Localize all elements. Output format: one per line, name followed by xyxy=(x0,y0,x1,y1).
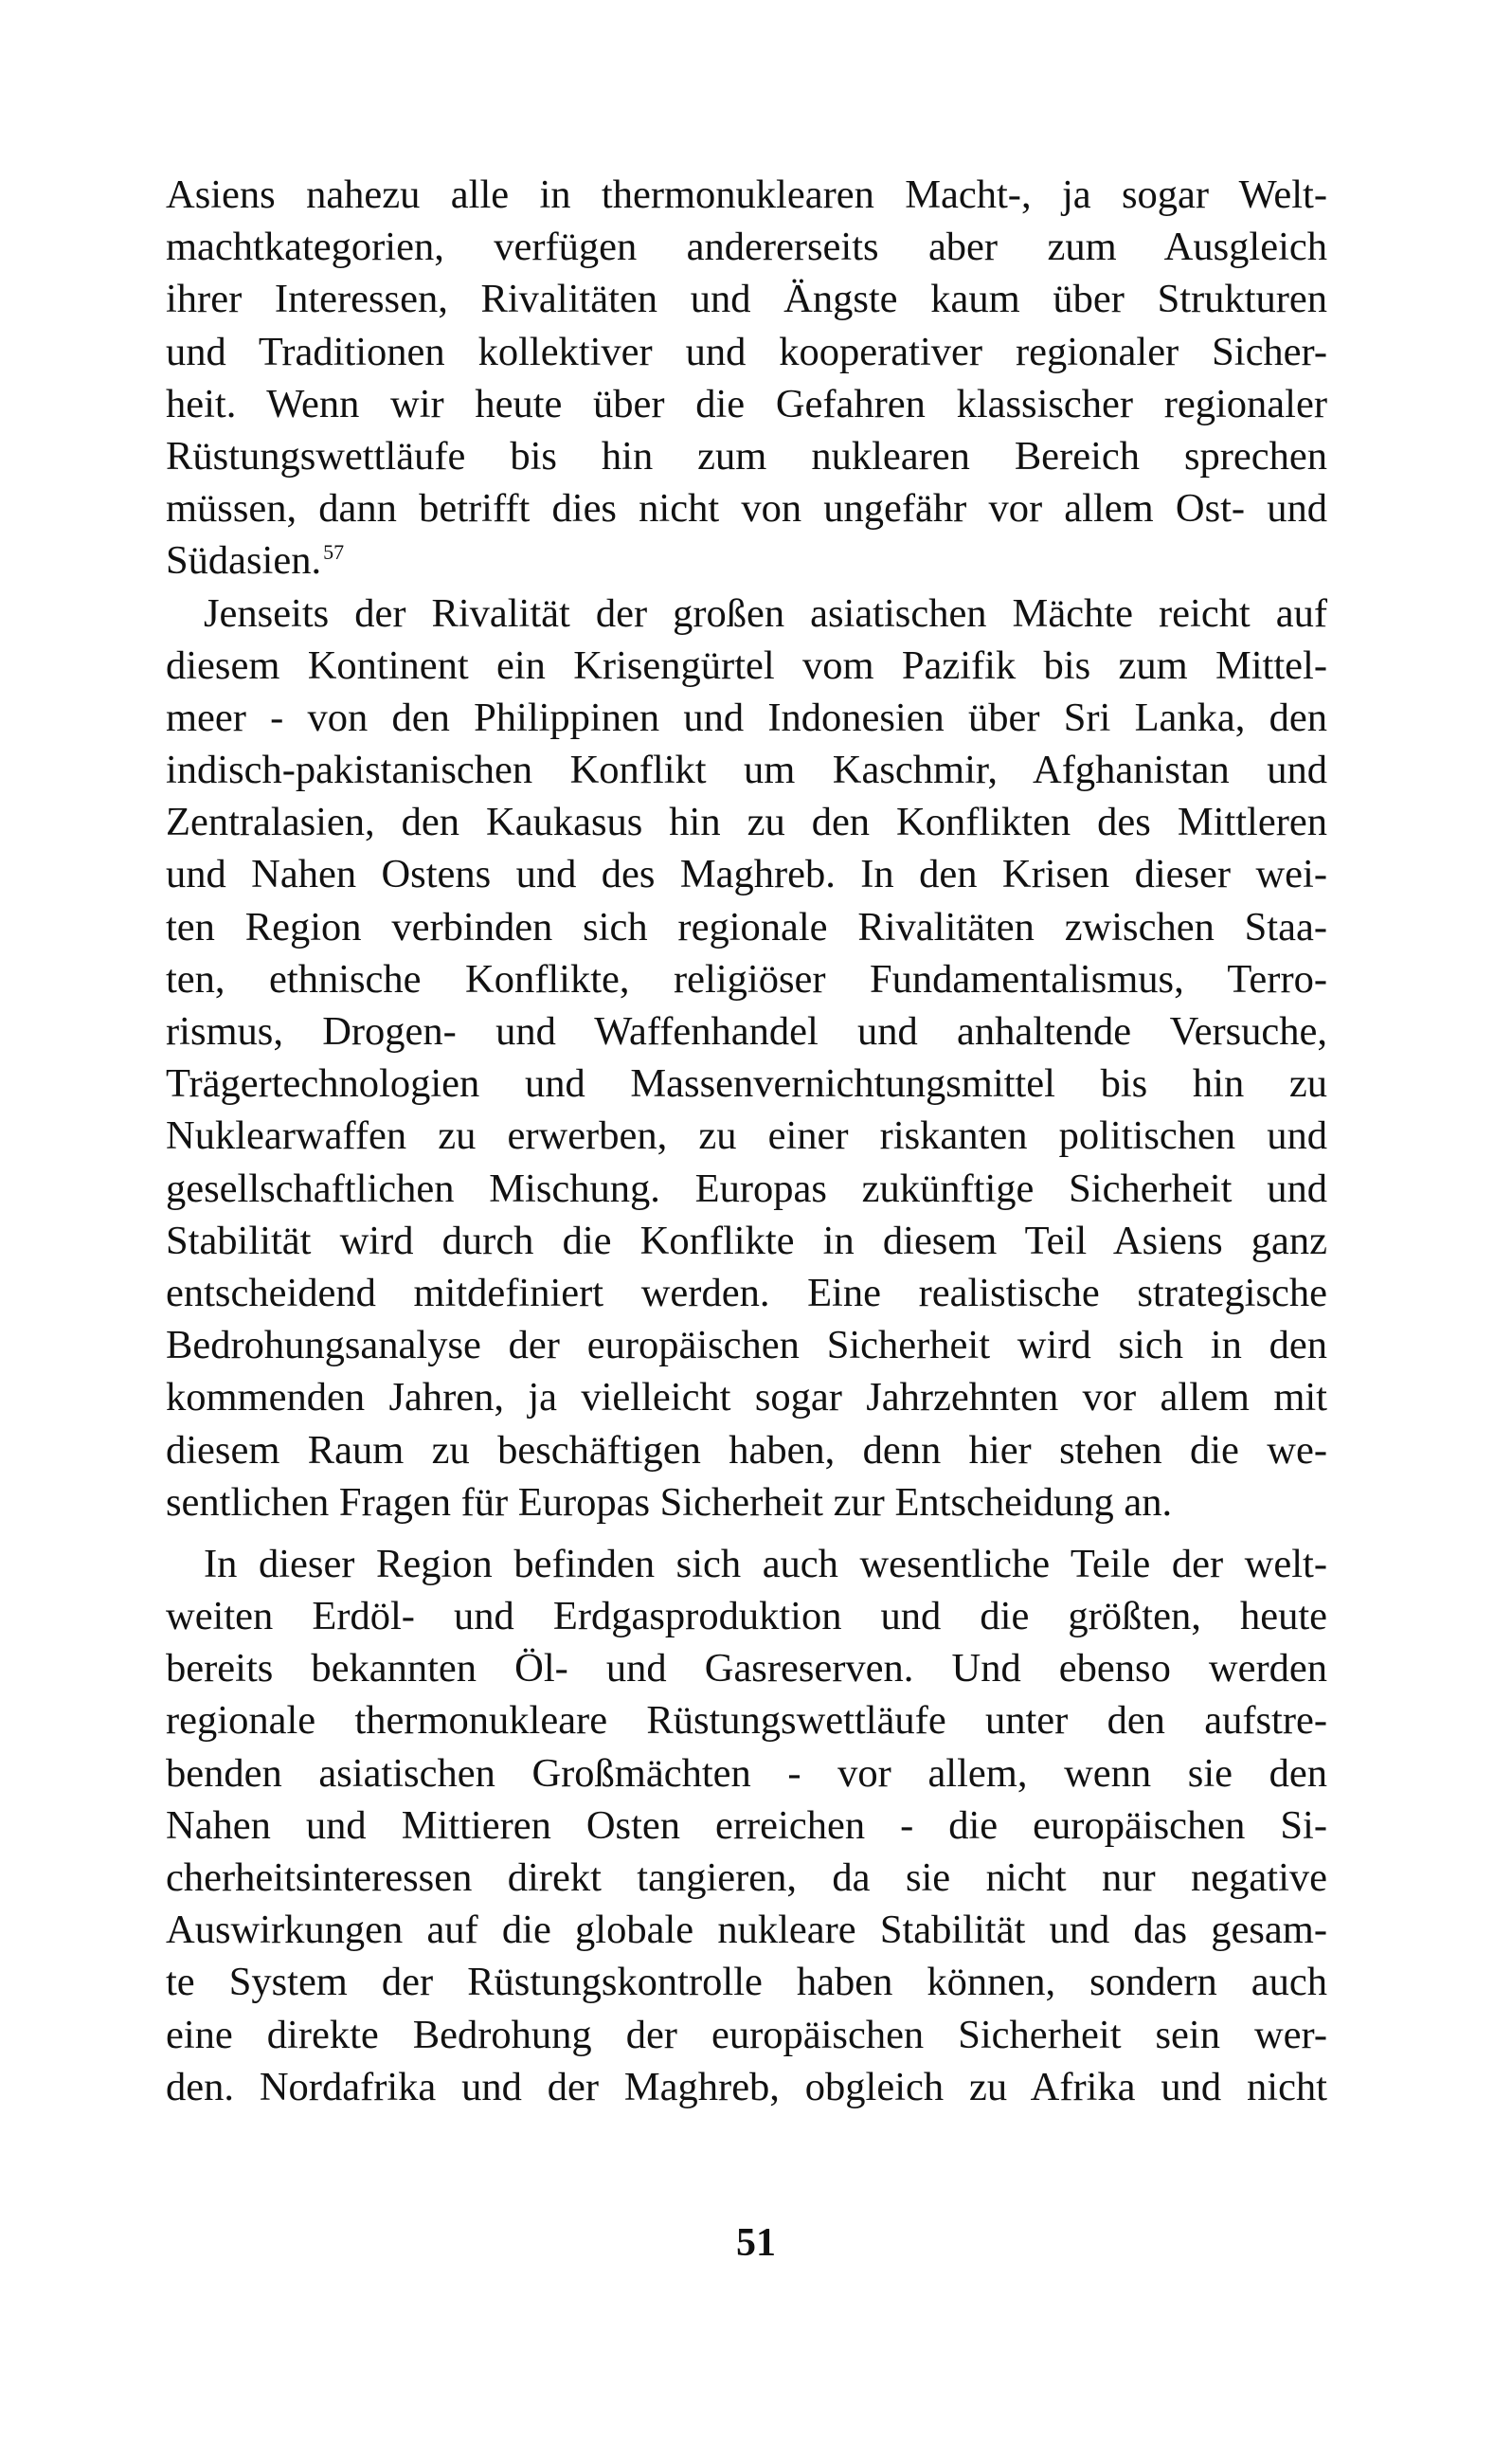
text-line: te System der Rüstungskontrolle haben können, sondern auch xyxy=(166,1960,1327,2005)
page-body xyxy=(166,169,1327,2113)
text-line: Bedrohungsanalyse der europäischen Sicherheit wird sich in den xyxy=(166,1323,1327,1368)
text-line: In dieser Region befinden sich auch wesentliche Teile der welt- xyxy=(204,1541,1327,1586)
text-line: Auswirkungen auf die globale nukleare Stabilität und das gesam- xyxy=(166,1908,1327,1953)
text-line: kommenden Jahren, ja vielleicht sogar Jahrzehnten vor allem mit xyxy=(166,1375,1327,1420)
text-line: Rüstungswettläufe bis hin zum nuklearen Bereich sprechen xyxy=(166,433,1327,479)
text-line: und Traditionen kollektiver und kooperativer regionaler Sicher- xyxy=(166,329,1327,374)
text-line: den. Nordafrika und der Maghreb, obgleich zu Afrika und nicht xyxy=(166,2064,1327,2109)
text-line: bereits bekannten Öl- und Gasreserven. Und ebenso werden xyxy=(166,1646,1327,1691)
text-line: entscheidend mitdefiniert werden. Eine realistische strategische xyxy=(166,1270,1327,1315)
text-line: müssen, dann betrifft dies nicht von ungefähr vor allem Ost- und xyxy=(166,486,1327,532)
paragraph xyxy=(166,169,1327,588)
text-line: cherheitsinteressen direkt tangieren, da sie nicht nur negative xyxy=(166,1855,1327,1900)
text-line: ihrer Interessen, Rivalitäten und Ängste kaum über Strukturen xyxy=(166,277,1327,322)
text-line: heit. Wenn wir heute über die Gefahren klassischer regionaler xyxy=(166,381,1327,426)
footnote-reference[interactable]: 57 xyxy=(323,540,345,565)
text-line: gesellschaftlichen Mischung. Europas zukünftige Sicherheit und xyxy=(166,1166,1327,1211)
page-number: 51 xyxy=(736,2221,776,2265)
paragraph-gap xyxy=(166,1528,1327,1538)
text-line: machtkategorien, verfügen andererseits aber zum Ausgleich xyxy=(166,225,1327,270)
text-line: Stabilität wird durch die Konflikte in diesem Teil Asiens ganz xyxy=(166,1218,1327,1263)
text-line xyxy=(166,534,1327,587)
text-line: meer - von den Philippinen und Indonesien über Sri Lanka, den xyxy=(166,695,1327,740)
text-line: Trägertechnologien und Massenvernichtungsmittel bis hin zu xyxy=(166,1061,1327,1107)
text-line: indisch-pakistanischen Konflikt um Kaschmir, Afghanistan und xyxy=(166,748,1327,793)
text-line: diesem Raum zu beschäftigen haben, denn hier stehen die we- xyxy=(166,1427,1327,1473)
text-line: diesem Kontinent ein Krisengürtel vom Pazifik bis zum Mittel- xyxy=(166,642,1327,688)
text-line: ten Region verbinden sich regionale Rivalitäten zwischen Staa- xyxy=(166,904,1327,950)
paragraph xyxy=(166,1538,1327,2113)
text-line-content: Südasien. xyxy=(166,538,322,584)
text-line: sentlichen Fragen für Europas Sicherheit zur Entscheidung an. xyxy=(166,1479,1173,1525)
text-line: und Nahen Ostens und des Maghreb. In den Krisen dieser wei- xyxy=(166,852,1327,897)
text-line: Jenseits der Rivalität der großen asiatischen Mächte reicht auf xyxy=(204,590,1327,636)
text-line: Nahen und Mittieren Osten erreichen - die europäischen Si- xyxy=(166,1802,1327,1848)
text-line: rismus, Drogen- und Waffenhandel und anhaltende Versuche, xyxy=(166,1009,1327,1054)
text-line: weiten Erdöl- und Erdgasproduktion und die größten, heute xyxy=(166,1594,1327,1639)
text-line: benden asiatischen Großmächten - vor allem, wenn sie den xyxy=(166,1750,1327,1796)
text-line: regionale thermonukleare Rüstungswettläufe unter den aufstre- xyxy=(166,1698,1327,1744)
text-line: Zentralasien, den Kaukasus hin zu den Konflikten des Mittleren xyxy=(166,800,1327,845)
text-line: eine direkte Bedrohung der europäischen Sicherheit sein wer- xyxy=(166,2012,1327,2057)
paragraph xyxy=(166,588,1327,1528)
text-line: Asiens nahezu alle in thermonuklearen Macht-, ja sogar Welt- xyxy=(166,172,1327,217)
text-line: Nuklearwaffen zu erwerben, zu einer riskanten politischen und xyxy=(166,1113,1327,1159)
text-line: ten, ethnische Konflikte, religiöser Fundamentalismus, Terro- xyxy=(166,956,1327,1002)
